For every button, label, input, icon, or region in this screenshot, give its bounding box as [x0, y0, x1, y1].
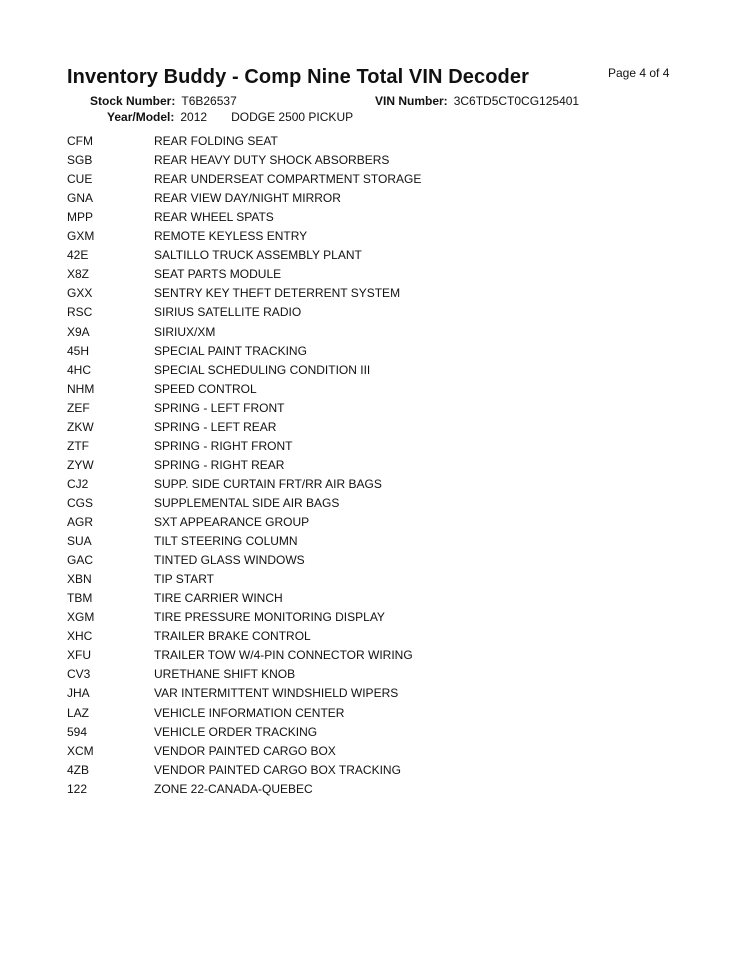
option-description: REMOTE KEYLESS ENTRY — [154, 229, 308, 244]
option-description: TRAILER BRAKE CONTROL — [154, 629, 311, 644]
list-item — [0, 684, 742, 703]
option-code: ZYW — [67, 457, 94, 472]
option-description: REAR FOLDING SEAT — [154, 134, 278, 148]
year-value: 2012 — [180, 110, 208, 124]
option-description: TIRE CARRIER WINCH — [154, 591, 283, 606]
list-item — [0, 246, 742, 265]
list-item — [0, 570, 742, 589]
option-description: TRAILER TOW W/4-PIN CONNECTOR WIRING — [154, 648, 413, 663]
option-code: CFM — [67, 134, 93, 148]
list-item — [0, 189, 742, 208]
stock-number-field — [90, 94, 237, 108]
list-item — [0, 532, 742, 551]
list-item — [0, 437, 742, 456]
option-description: URETHANE SHIFT KNOB — [154, 667, 296, 682]
list-item — [0, 399, 742, 418]
option-description: SPECIAL SCHEDULING CONDITION III — [154, 362, 371, 377]
list-item — [0, 627, 742, 646]
list-item — [0, 780, 742, 799]
page-number: Page 4 of 4 — [608, 66, 670, 80]
option-description: REAR VIEW DAY/NIGHT MIRROR — [154, 191, 341, 206]
option-code: CUE — [67, 172, 93, 187]
stock-number-label: Stock Number: — [90, 94, 176, 108]
option-description: VENDOR PAINTED CARGO BOX TRACKING — [154, 762, 401, 777]
list-item — [0, 704, 742, 723]
option-code: 45H — [67, 343, 90, 358]
option-description: SIRIUS SATELLITE RADIO — [154, 305, 302, 320]
option-description: SEAT PARTS MODULE — [154, 267, 282, 282]
option-description: SPRING - RIGHT FRONT — [154, 438, 293, 453]
option-code: MPP — [67, 210, 94, 225]
option-code: SGB — [67, 153, 93, 168]
option-code: ZKW — [67, 419, 94, 434]
option-description: SENTRY KEY THEFT DETERRENT SYSTEM — [154, 286, 401, 301]
option-code: TBM — [67, 591, 93, 606]
option-code: XGM — [67, 610, 95, 625]
option-code: XFU — [67, 648, 91, 663]
option-code: SUA — [67, 534, 92, 549]
vin-number-label: VIN Number: — [375, 94, 448, 108]
vin-number-value: 3C6TD5CT0CG125401 — [453, 94, 580, 108]
page-title: Inventory Buddy - Comp Nine Total VIN Decoder — [67, 66, 529, 88]
option-description: ZONE 22-CANADA-QUEBEC — [154, 781, 313, 796]
option-description: SUPP. SIDE CURTAIN FRT/RR AIR BAGS — [154, 476, 382, 491]
option-code: NHM — [67, 381, 95, 396]
list-item — [0, 456, 742, 475]
list-item — [0, 303, 742, 322]
list-item — [0, 208, 742, 227]
option-code: GXM — [67, 229, 95, 244]
option-description: SALTILLO TRUCK ASSEMBLY PLANT — [154, 248, 362, 263]
option-code: GNA — [67, 191, 94, 206]
option-code: CJ2 — [67, 476, 89, 491]
list-item — [0, 608, 742, 627]
list-item — [0, 761, 742, 780]
option-description: VENDOR PAINTED CARGO BOX — [154, 743, 336, 758]
option-description: SPRING - LEFT REAR — [154, 419, 277, 434]
option-description: SXT APPEARANCE GROUP — [154, 515, 310, 529]
list-item — [0, 284, 742, 303]
option-description: VEHICLE INFORMATION CENTER — [154, 705, 345, 720]
option-code: X8Z — [67, 267, 90, 282]
option-code: 4HC — [67, 362, 92, 377]
option-description: SUPPLEMENTAL SIDE AIR BAGS — [154, 495, 340, 510]
list-item — [0, 475, 742, 494]
option-code: XHC — [67, 629, 93, 644]
year-model-field — [107, 110, 353, 124]
list-item — [0, 551, 742, 570]
list-item — [0, 494, 742, 513]
option-description: SPRING - LEFT FRONT — [154, 400, 285, 415]
option-code: XBN — [67, 572, 92, 587]
list-item — [0, 361, 742, 380]
vin-number-field — [375, 94, 579, 108]
option-description: VEHICLE ORDER TRACKING — [154, 724, 318, 739]
list-item — [0, 342, 742, 361]
option-description: SPECIAL PAINT TRACKING — [154, 343, 307, 358]
option-description: SPEED CONTROL — [154, 381, 257, 396]
option-code: CV3 — [67, 667, 91, 682]
list-item — [0, 665, 742, 684]
option-description: TIP START — [154, 572, 215, 587]
option-description: SPRING - RIGHT REAR — [154, 457, 285, 472]
list-item — [0, 170, 742, 189]
list-item — [0, 646, 742, 665]
option-code: 42E — [67, 248, 89, 263]
option-description: TILT STEERING COLUMN — [154, 534, 298, 549]
option-code: XCM — [67, 743, 94, 758]
list-item — [0, 723, 742, 742]
list-item — [0, 227, 742, 246]
option-code: 594 — [67, 724, 88, 739]
list-item — [0, 742, 742, 761]
list-item — [0, 589, 742, 608]
option-description: REAR HEAVY DUTY SHOCK ABSORBERS — [154, 153, 390, 168]
option-code: CGS — [67, 495, 94, 510]
list-item — [0, 265, 742, 284]
option-code: 4ZB — [67, 762, 90, 777]
list-item — [0, 323, 742, 342]
stock-number-value: T6B26537 — [181, 94, 237, 108]
option-code: ZEF — [67, 400, 90, 415]
option-code: X9A — [67, 324, 90, 339]
option-code: GXX — [67, 286, 93, 301]
option-code: ZTF — [67, 438, 89, 453]
list-item — [0, 380, 742, 399]
option-code: LAZ — [67, 705, 90, 720]
option-code: RSC — [67, 305, 93, 320]
year-model-label: Year/Model: — [107, 110, 175, 124]
list-item — [0, 513, 742, 532]
option-code: JHA — [67, 686, 90, 701]
option-description: SIRIUX/XM — [154, 324, 216, 339]
option-code: AGR — [67, 515, 94, 529]
option-code: GAC — [67, 553, 94, 568]
list-item — [0, 418, 742, 437]
model-value: DODGE 2500 PICKUP — [231, 110, 354, 124]
option-description: VAR INTERMITTENT WINDSHIELD WIPERS — [154, 686, 399, 701]
option-description: REAR UNDERSEAT COMPARTMENT STORAGE — [154, 172, 422, 187]
option-description: REAR WHEEL SPATS — [154, 210, 274, 225]
option-description: TINTED GLASS WINDOWS — [154, 553, 305, 568]
option-code: 122 — [67, 781, 88, 796]
list-item — [0, 132, 742, 151]
option-description: TIRE PRESSURE MONITORING DISPLAY — [154, 610, 385, 625]
list-item — [0, 151, 742, 170]
